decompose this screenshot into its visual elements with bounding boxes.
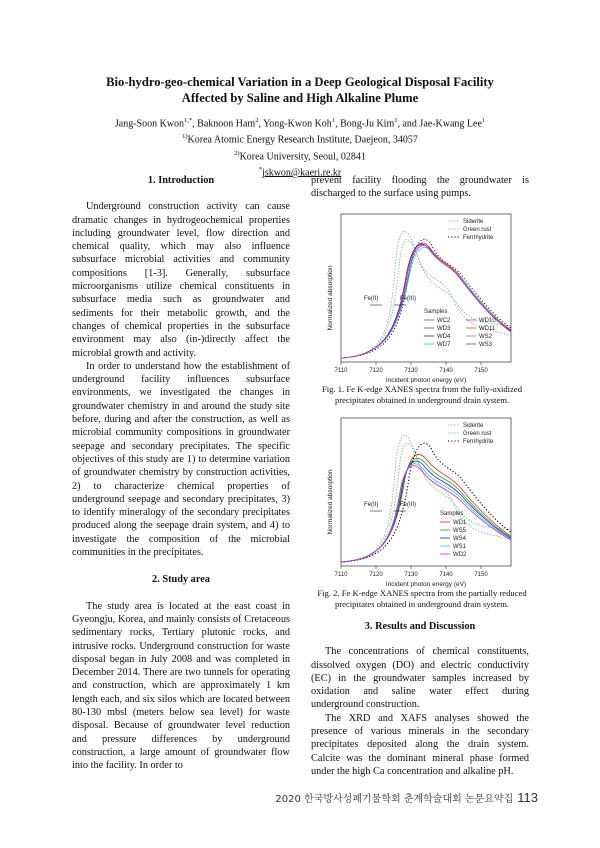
figure-2 <box>320 412 530 590</box>
section-heading-study-area: 2. Study area <box>152 574 210 586</box>
right-column-top <box>311 174 529 201</box>
page-footer <box>275 790 538 805</box>
legend-sample: WD3 <box>437 326 451 332</box>
legend-sample: WD1 <box>453 520 467 526</box>
author-name: , Bong-Ju Kim <box>335 118 395 130</box>
samples-legend-title: Samples <box>424 309 448 315</box>
section-heading-results: 3. Results and Discussion <box>364 621 476 632</box>
affiliation-text: Korea University, Seoul, 02841 <box>239 150 366 162</box>
x-tick-label: 7140 <box>439 572 453 578</box>
sample-spectrum <box>341 464 511 562</box>
fe2-label: Fe(II) <box>364 296 379 302</box>
legend-sample: WD7 <box>437 342 451 348</box>
siderite-spectrum <box>341 435 511 562</box>
author-block <box>40 114 560 179</box>
author-sup: 1 <box>331 117 336 124</box>
intro-paragraph-1: Underground construction activity can cause dramatic changes in hydrogeochemical properties including groundwater level, flow direction and chemical quality, which may also influence subsurface microbial activities and community compositions [1-3]. Generally, subsurface microorganisms utilize chemical constituents in subsurface media such as groundwater and sediments for their metabolic growth, and the changes of chemical properties in the subsurface environment may also (in-)directly affect the microbial growth and activity. <box>72 201 290 359</box>
author-sup: 1 <box>394 117 398 124</box>
x-axis-label: Incident photon energy (eV) <box>385 377 467 384</box>
samples-legend-title: Samples <box>440 511 464 517</box>
legend-sample: WD4 <box>437 334 451 340</box>
email-sup: * <box>258 165 263 173</box>
author-sup: 1,* <box>184 117 193 124</box>
x-axis-label: Incident photon energy (eV) <box>385 581 467 588</box>
legend-green-rust: Green rust <box>463 227 492 233</box>
x-tick-label: 7150 <box>474 368 488 374</box>
fe3-label: Fe(III) <box>400 502 416 508</box>
legend-sample: WS3 <box>479 342 493 348</box>
affiliation-1 <box>40 130 560 146</box>
legend-sample: WD11 <box>479 326 496 332</box>
paper-title <box>60 74 540 106</box>
author-line <box>40 114 560 130</box>
legend-sample: WS1 <box>453 544 467 550</box>
legend-sample: WS2 <box>479 334 493 340</box>
results-paragraph-1: The concentrations of chemical constituents, dissolved oxygen (DO) and electric conductivity (EC) in the groundwater samples increased by oxidation and saline water effect during underground construction. <box>311 646 529 711</box>
study-paragraph-1: The study area is located at the east coast in Gyeongju, Korea, and mainly consists of Cretaceous sedimentary rocks, Tertiary plutonic rocks, and intrusive rocks. Underground construction for waste disposal began in July 2008 and was completed in December 2014. There are two tunnels for operating and construction, which are approximately 1 km length each, and six silos which are located between 80-130 mbsl (meters below sea level) for waste disposal. Because of groundwater level reduction and pressure differences by underground construction, a large amount of groundwater flow into the facility. In order to <box>72 600 290 772</box>
intro-paragraph-2: In order to understand how the establishment of underground facility influences subsurface environments, we investigated the changes in groundwater chemistry in and around the study site before, during and after the construction, as well as microbial community compositions in groundwater seepage and secondary precipitates. The specific objectives of this study are 1) to determine variation of groundwater chemistry by construction activities, 2) to characterize chemical properties of underground seepage and secondary precipitates, 3) to identify mineralogy of the secondary precipitates produced along the seepage drain system, and 4) to investigate the composition of the microbial communities in the precipitates. <box>72 360 290 559</box>
y-axis-label: Normalized absorption <box>327 265 334 331</box>
page-number: 113 <box>517 790 538 805</box>
legend-ferrihydrite: Ferrihydrite <box>463 235 494 241</box>
figure-2-caption: Fig. 2. Fe K-edge XANES spectra from the partially reduced precipitates obtained in underground drain system. <box>317 588 527 609</box>
fe2-label: Fe(II) <box>364 502 379 508</box>
legend-ferrihydrite: Ferrihydrite <box>463 439 494 445</box>
x-tick-label: 7110 <box>334 368 348 374</box>
legend-sample: WD10 <box>479 318 496 324</box>
legend-siderite: Siderite <box>463 423 484 429</box>
y-axis-label: Normalized absorption <box>327 469 334 535</box>
title-line-2: Affected by Saline and High Alkaline Plume <box>181 91 419 105</box>
results-paragraph-2: The XRD and XAFS analyses showed the presence of various minerals in the secondary precipitates deposited along the drain system. Calcite was the dominant mineral phase formed under the high Ca concentration and alkaline pH. <box>311 712 529 777</box>
x-tick-label: 7130 <box>404 368 418 374</box>
legend-siderite: Siderite <box>463 219 484 225</box>
legend-sample: WS4 <box>453 536 467 542</box>
x-ticks <box>341 362 481 365</box>
author-name: , Baknoon Ham <box>192 118 256 130</box>
sample-spectrum <box>341 454 511 562</box>
study-paragraph-continued: prevent facility flooding the groundwater is discharged to the surface using pumps. <box>311 175 529 200</box>
author-name: , and Jae-Kwang Lee <box>397 118 482 130</box>
footer-proceedings-title: 2020 한국방사성폐기물학회 춘계학술대회 논문요약집 <box>275 794 514 805</box>
author-name: Jang-Soon Kwon <box>114 118 185 130</box>
left-column <box>72 174 290 772</box>
affiliation-sup: 1) <box>182 133 188 141</box>
x-tick-label: 7120 <box>369 572 383 578</box>
x-tick-label: 7120 <box>369 368 383 374</box>
affiliation-text: Korea Atomic Energy Research Institute, Daejeon, 34057 <box>187 134 418 146</box>
x-tick-label: 7130 <box>404 572 418 578</box>
author-sup: 1 <box>481 117 486 124</box>
figure-2-chart <box>320 412 530 590</box>
x-tick-label: 7110 <box>334 572 348 578</box>
author-name: , Yong-Kwon Koh <box>258 118 332 130</box>
email-link[interactable]: jskwon@kaeri.re.kr <box>262 167 342 179</box>
figure-1 <box>320 208 530 386</box>
legend-sample: WS5 <box>453 528 467 534</box>
legend-sample: WC2 <box>437 318 451 324</box>
x-tick-label: 7140 <box>439 368 453 374</box>
x-tick-label: 7150 <box>474 572 488 578</box>
right-column-results <box>311 620 529 778</box>
sample-spectrum <box>341 466 511 562</box>
affiliation-sup: 2) <box>234 149 240 157</box>
affiliation-2 <box>40 147 560 163</box>
author-sup: 2 <box>255 117 259 124</box>
figure-1-caption: Fig. 1. Fe K-edge XANES spectra from the fully-oxidized precipitates obtained in underground drain system. <box>322 384 522 405</box>
legend-sample: WD2 <box>453 552 467 558</box>
sample-spectrum <box>341 458 511 562</box>
x-ticks <box>341 566 481 569</box>
figure-1-chart <box>320 208 530 386</box>
legend-green-rust: Green rust <box>463 431 492 437</box>
section-heading-introduction: 1. Introduction <box>147 175 215 186</box>
title-line-1: Bio-hydro-geo-chemical Variation in a Deep Geological Disposal Facility <box>106 75 494 89</box>
fe3-label: Fe(III) <box>400 296 416 302</box>
